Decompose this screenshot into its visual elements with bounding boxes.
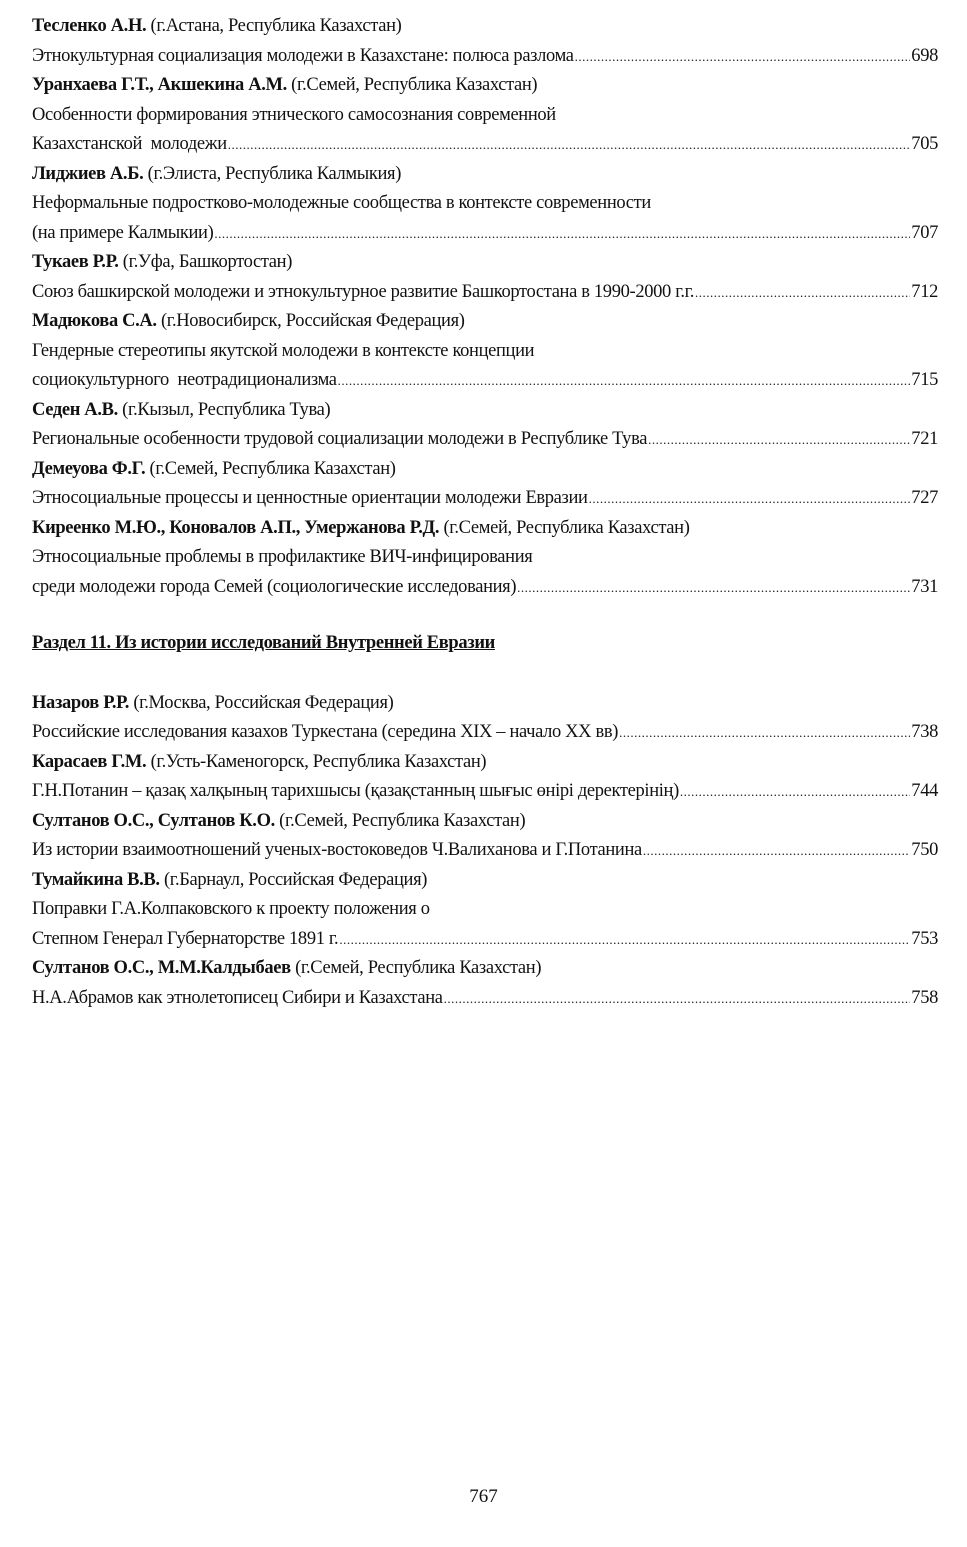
entry-title: Российские исследования казахов Туркестана (середина XIX – начало XX вв) xyxy=(32,722,619,742)
entry-affiliation: (г.Семей, Республика Казахстан) xyxy=(290,958,542,978)
dot-leader xyxy=(214,219,910,249)
entry-title-with-page xyxy=(32,573,938,603)
dot-leader xyxy=(228,130,911,160)
entry-title: Союз башкирской молодежи и этнокультурное развитие Башкортостана в 1990-2000 г.г. xyxy=(32,281,695,302)
entry-author-line xyxy=(32,12,938,42)
toc-entry xyxy=(32,689,938,748)
dot-leader xyxy=(339,925,910,955)
entry-title-with-page xyxy=(32,484,938,514)
dot-leader xyxy=(589,484,911,514)
entry-authors: Султанов О.С., М.М.Калдыбаев xyxy=(32,958,291,978)
entry-title-with-page xyxy=(32,278,938,308)
entry-authors: Демеуова Ф.Г. xyxy=(32,458,146,479)
entry-page-number: 744 xyxy=(911,781,938,801)
entry-authors: Седен А.В. xyxy=(32,399,118,420)
entry-page-number: 758 xyxy=(911,987,938,1008)
page-number: 767 xyxy=(469,1486,498,1507)
entry-authors: Тесленко А.Н. xyxy=(32,16,147,36)
entry-authors: Тумайкина В.В. xyxy=(32,869,160,890)
entry-title-line: Гендерные стереотипы якутской молодежи в контексте концепции xyxy=(32,340,535,361)
entry-authors: Уранхаева Г.Т., Акшекина А.М. xyxy=(32,75,287,95)
entry-page-number: 705 xyxy=(911,134,938,154)
entry-title-with-page xyxy=(32,925,938,955)
entry-title-with-page xyxy=(32,219,938,249)
dot-leader xyxy=(517,573,910,603)
entry-title-with-page xyxy=(32,836,938,866)
toc-entry xyxy=(32,71,938,160)
entry-title: Н.А.Абрамов как этнолетописец Сибири и Казахстана xyxy=(32,987,443,1008)
entry-title-with-page xyxy=(32,777,938,807)
entry-page-number: 721 xyxy=(911,429,938,449)
entry-title-line: Неформальные подростково-молодежные сообщества в контексте современности xyxy=(32,193,651,213)
entry-title-with-page xyxy=(32,130,938,160)
entry-page-number: 712 xyxy=(911,281,938,302)
entry-author-line xyxy=(32,514,938,544)
toc-entry xyxy=(32,12,938,71)
dot-leader xyxy=(680,777,910,807)
entry-affiliation: (г.Усть-Каменогорск, Республика Казахстан) xyxy=(146,751,487,772)
entry-title: Региональные особенности трудовой социализации молодежи в Республике Тува xyxy=(32,429,648,449)
entry-author-line xyxy=(32,689,938,719)
entry-title: Казахстанской молодежи xyxy=(32,134,227,154)
entry-affiliation: (г.Элиста, Республика Калмыкия) xyxy=(143,163,402,184)
entry-title-with-page xyxy=(32,718,938,748)
dot-leader xyxy=(643,836,910,866)
entry-author-line xyxy=(32,748,938,778)
entry-title-with-page xyxy=(32,42,938,72)
dot-leader xyxy=(619,718,910,748)
section-heading: Раздел 11. Из истории исследований Внутренней Евразии xyxy=(32,633,495,653)
toc-entry xyxy=(32,807,938,866)
entry-title-with-page xyxy=(32,366,938,396)
entry-title: социокультурного неотрадиционализма xyxy=(32,370,337,390)
toc-entry xyxy=(32,307,938,396)
entry-authors: Лиджиев А.Б. xyxy=(32,163,144,184)
dot-leader xyxy=(648,425,910,455)
entry-affiliation: (г.Москва, Российская Федерация) xyxy=(129,692,394,713)
entry-page-number: 750 xyxy=(911,840,938,860)
entry-title-with-page xyxy=(32,984,938,1014)
entry-title: Этносоциальные процессы и ценностные ориентации молодежи Евразии xyxy=(32,488,588,508)
dot-leader xyxy=(575,42,911,72)
toc-entries-group xyxy=(32,12,938,602)
toc-entry xyxy=(32,866,938,955)
entry-page-number: 698 xyxy=(911,45,938,66)
entry-author-line xyxy=(32,954,938,984)
dot-leader xyxy=(338,366,911,396)
entry-affiliation: (г.Новосибирск, Российская Федерация) xyxy=(156,311,465,331)
toc-entry xyxy=(32,455,938,514)
table-of-contents xyxy=(32,12,938,1013)
entry-page-number: 727 xyxy=(911,488,938,508)
toc-entry xyxy=(32,514,938,603)
toc-entries-group xyxy=(32,689,938,1014)
dot-leader xyxy=(444,984,911,1014)
toc-entry xyxy=(32,160,938,249)
entry-authors: Тукаев Р.Р. xyxy=(32,252,119,272)
entry-author-line xyxy=(32,248,938,278)
entry-authors: Назаров Р.Р. xyxy=(32,692,130,713)
entry-author-line xyxy=(32,807,938,837)
dot-leader xyxy=(695,278,910,308)
entry-title-with-page xyxy=(32,425,938,455)
entry-title: Из истории взаимоотношений ученых-востоковедов Ч.Валиханова и Г.Потанина xyxy=(32,840,642,860)
entry-authors: Мадюкова С.А. xyxy=(32,311,157,331)
entry-authors: Султанов О.С., Султанов К.О. xyxy=(32,810,275,831)
entry-page-number: 738 xyxy=(911,722,938,742)
toc-entry xyxy=(32,748,938,807)
entry-affiliation: (г.Уфа, Башкортостан) xyxy=(118,252,293,272)
entry-affiliation: (г.Семей, Республика Казахстан) xyxy=(439,517,690,538)
entry-title: (на примере Калмыкии) xyxy=(32,222,214,243)
entry-page-number: 707 xyxy=(911,222,938,243)
entry-affiliation: (г.Астана, Республика Казахстан) xyxy=(146,16,402,36)
entry-page-number: 731 xyxy=(911,576,938,597)
entry-author-line xyxy=(32,866,938,896)
toc-entry xyxy=(32,396,938,455)
entry-author-line xyxy=(32,71,938,101)
entry-title: Этнокультурная социализация молодежи в Казахстане: полюса разлома xyxy=(32,45,574,66)
entry-page-number: 715 xyxy=(911,370,938,390)
entry-title: среди молодежи города Семей (социологические исследования) xyxy=(32,576,517,597)
entry-authors: Карасаев Г.М. xyxy=(32,751,147,772)
entry-affiliation: (г.Семей, Республика Казахстан) xyxy=(145,458,396,479)
entry-author-line xyxy=(32,307,938,337)
entry-affiliation: (г.Семей, Республика Казахстан) xyxy=(286,75,538,95)
entry-authors: Киреенко М.Ю., Коновалов А.П., Умержанова Р.Д. xyxy=(32,517,440,538)
entry-affiliation: (г.Кызыл, Республика Тува) xyxy=(117,399,331,420)
entry-author-line xyxy=(32,455,938,485)
entry-title-line: Поправки Г.А.Колпаковского к проекту положения о xyxy=(32,899,430,919)
entry-title-line: Этносоциальные проблемы в профилактике ВИЧ-инфицирования xyxy=(32,547,533,567)
entry-author-line xyxy=(32,396,938,426)
entry-title: Г.Н.Потанин – қазақ халқының тарихшысы (қазақстанның шығыс өнірі деректерінің) xyxy=(32,781,679,801)
entry-title-line: Особенности формирования этнического самосознания современной xyxy=(32,104,556,125)
entry-title: Степном Генерал Губернаторстве 1891 г. xyxy=(32,928,339,949)
entry-affiliation: (г.Семей, Республика Казахстан) xyxy=(274,810,526,831)
entry-page-number: 753 xyxy=(911,928,938,949)
entry-affiliation: (г.Барнаул, Российская Федерация) xyxy=(159,869,428,890)
toc-entry xyxy=(32,954,938,1013)
toc-entry xyxy=(32,248,938,307)
entry-author-line xyxy=(32,160,938,190)
